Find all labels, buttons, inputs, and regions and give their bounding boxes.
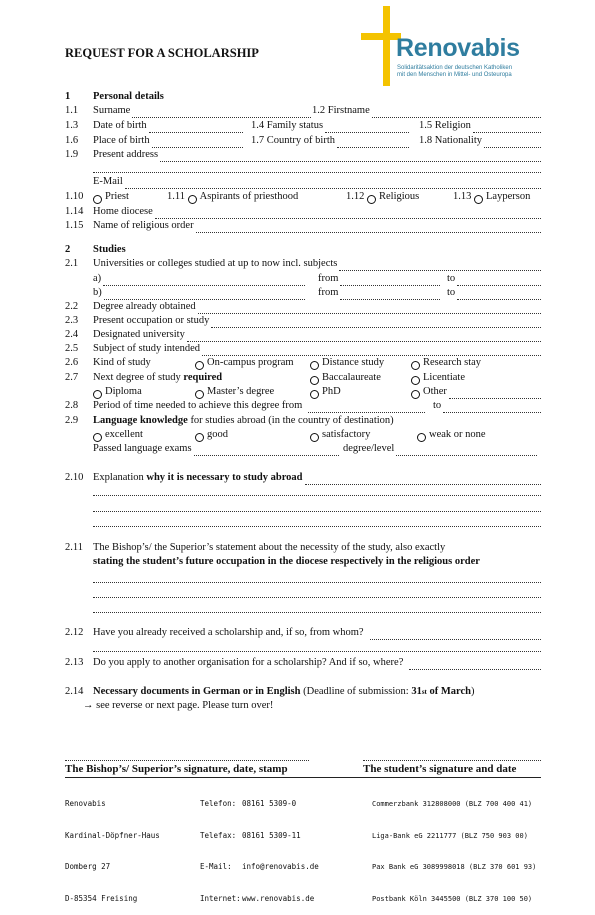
deadline-suffix: st — [421, 688, 427, 696]
item-number: 2.10 — [65, 472, 84, 483]
option-label: excellent — [105, 429, 143, 440]
field-label: Explanation — [93, 472, 147, 483]
bank-account: Liga-Bank eG 2211777 (BLZ 750 903 00) — [372, 831, 528, 840]
subject-field[interactable] — [93, 342, 541, 356]
footer-contact-values — [242, 778, 319, 915]
good-option[interactable] — [195, 428, 228, 442]
option-label: Priest — [105, 191, 129, 202]
cross-icon-bar — [361, 33, 401, 40]
field-label: Passed language exams — [93, 443, 192, 454]
research-stay-option[interactable] — [411, 356, 481, 370]
row-language — [65, 414, 541, 428]
language-label — [93, 414, 394, 428]
item-number: 1.14 — [65, 206, 84, 217]
renovabis-logo — [356, 6, 546, 86]
student-signature-line[interactable] — [363, 760, 541, 761]
option-label: Religious — [379, 191, 420, 202]
designated-university-field[interactable] — [93, 328, 541, 342]
address-field[interactable] — [93, 148, 541, 162]
row-subject — [65, 342, 541, 356]
item-number: 1.11 — [167, 191, 185, 202]
field-label-bold: Language knowledge — [93, 415, 188, 426]
row-university-b — [65, 286, 541, 300]
surname-field[interactable] — [93, 104, 311, 118]
radio-circle-icon[interactable] — [411, 390, 420, 399]
religious-order-field[interactable] — [93, 219, 541, 233]
page-title: REQUEST FOR A SCHOLARSHIP — [65, 46, 259, 60]
item-number: 2.4 — [65, 329, 79, 340]
row-kind-of-study — [65, 356, 541, 370]
row-language-level — [65, 428, 541, 442]
field-label: Designated university — [93, 329, 185, 340]
field-label: Present address — [93, 149, 159, 160]
firstname-field[interactable] — [312, 104, 541, 118]
row-degree-options — [65, 385, 541, 399]
field-label: (Deadline of submission: — [300, 686, 412, 697]
option-label: Licentiate — [423, 372, 465, 383]
radio-circle-icon[interactable] — [310, 361, 319, 370]
row-surname — [65, 104, 541, 118]
logo-name: Renovabis — [396, 34, 520, 62]
bishop-signature-line[interactable] — [65, 760, 309, 761]
footer-bank-accounts — [372, 778, 536, 915]
degree-level-field[interactable] — [343, 442, 537, 456]
aspirants-option[interactable] — [167, 190, 298, 204]
footer-address — [65, 778, 160, 915]
option-label: PhD — [322, 386, 341, 397]
explanation-line-3[interactable] — [93, 510, 541, 512]
radio-circle-icon[interactable] — [195, 361, 204, 370]
field-label: Name of religious order — [93, 220, 194, 231]
row-birth-date — [65, 119, 541, 133]
contact-website-link[interactable]: www.renovabis.de — [242, 893, 315, 903]
row-bishop-statement-2 — [65, 555, 541, 569]
field-label: b) — [93, 287, 102, 298]
field-label: from — [318, 287, 339, 298]
field-label: Next degree of study — [93, 372, 181, 383]
option-label: Other — [423, 386, 447, 397]
field-label: Present occupation or study — [93, 315, 210, 326]
radio-circle-icon[interactable] — [93, 433, 102, 442]
item-number: 2.12 — [65, 627, 84, 638]
layperson-option[interactable] — [453, 190, 530, 204]
row-received-scholarship — [65, 626, 541, 640]
radio-circle-icon[interactable] — [310, 390, 319, 399]
field-label-bold: required — [183, 372, 223, 383]
field-label: Date of birth — [93, 120, 147, 131]
field-label: 1.7 Country of birth — [251, 135, 335, 146]
country-of-birth-field[interactable] — [251, 134, 409, 148]
contact-label: Telefax: — [200, 830, 237, 840]
explanation-line-2[interactable] — [93, 494, 541, 496]
field-label: 1.5 Religion — [419, 120, 471, 131]
field-label: from — [318, 273, 339, 284]
row-turn-over — [65, 699, 541, 713]
bank-account: Pax Bank eG 3089998018 (BLZ 370 601 93) — [372, 863, 537, 871]
address-line: Renovabis — [65, 799, 106, 808]
field-label-bold: Necessary documents in German or in English — [93, 686, 301, 697]
field-label: Universities or colleges studied at up to now incl. subjects — [93, 258, 338, 269]
university-a-to-field[interactable] — [447, 272, 541, 286]
row-diocese — [65, 205, 541, 219]
item-number: 1.15 — [65, 220, 84, 231]
field-label: The Bishop’s/ the Superior’s statement about the necessity of the study, also exactly — [93, 542, 446, 553]
university-b-from-field[interactable] — [318, 286, 440, 300]
bank-account: Commerzbank 312808000 (BLZ 700 400 41) — [372, 800, 533, 808]
licentiate-option[interactable] — [411, 371, 465, 385]
field-label: Period of time needed to achieve this degree from — [93, 400, 303, 411]
field-label: Kind of study — [93, 357, 151, 368]
university-b-field[interactable] — [93, 286, 305, 300]
section-number: 2 — [65, 244, 71, 255]
row-university-a — [65, 272, 541, 286]
item-number: 1.6 — [65, 135, 79, 146]
nationality-field[interactable] — [419, 134, 541, 148]
item-number: 2.1 — [65, 258, 79, 269]
contact-value: 08161 5309-11 — [242, 830, 301, 840]
field-label: Subject of study intended — [93, 343, 201, 354]
occupation-field[interactable] — [93, 314, 541, 328]
radio-circle-icon[interactable] — [367, 195, 376, 204]
contact-value: 08161 5309-0 — [242, 799, 297, 808]
cross-icon — [383, 6, 390, 86]
religion-field[interactable] — [419, 119, 541, 133]
bishop-signature-label: The Bishop’s/ Superior’s signature, date, stamp — [65, 763, 288, 775]
address-line: Domberg 27 — [65, 862, 111, 871]
radio-circle-icon[interactable] — [411, 361, 420, 370]
logo-subtitle-line: Solidaritätsaktion der deutschen Katholiken — [397, 65, 513, 71]
row-period — [65, 399, 541, 413]
radio-circle-icon[interactable] — [417, 433, 426, 442]
field-label: Home diocese — [93, 206, 153, 217]
explanation-field[interactable] — [93, 471, 541, 485]
item-number: 2.2 — [65, 301, 79, 312]
received-scholarship-field[interactable] — [93, 626, 541, 640]
baccalaureate-option[interactable] — [310, 371, 381, 385]
field-label: for studies abroad (in the country of destination) — [187, 415, 394, 426]
masters-option[interactable] — [195, 385, 274, 399]
row-designated-university — [65, 328, 541, 342]
option-label: Research stay — [423, 357, 482, 368]
field-label: Do you apply to another organisation for a scholarship? And if so, where? — [93, 657, 404, 668]
footer-contact-labels — [200, 778, 241, 915]
phd-option[interactable] — [310, 385, 341, 399]
radio-circle-icon[interactable] — [188, 195, 197, 204]
item-number: 1.12 — [346, 191, 365, 202]
contact-label: Internet: — [200, 893, 241, 903]
row-another-organisation — [65, 656, 541, 670]
section-number: 1 — [65, 91, 71, 102]
option-label: Diploma — [105, 386, 142, 397]
priest-option[interactable] — [93, 190, 129, 204]
radio-circle-icon[interactable] — [310, 433, 319, 442]
field-label: Surname — [93, 105, 131, 116]
on-campus-option[interactable] — [195, 356, 294, 370]
radio-circle-icon[interactable] — [474, 195, 483, 204]
item-number: 2.9 — [65, 415, 79, 426]
option-label: Distance study — [322, 357, 385, 368]
place-of-birth-field[interactable] — [93, 134, 243, 148]
row-explanation — [65, 471, 541, 485]
radio-circle-icon[interactable] — [195, 433, 204, 442]
section-title: Personal details — [93, 91, 164, 102]
radio-circle-icon[interactable] — [93, 390, 102, 399]
field-label: Place of birth — [93, 135, 150, 146]
field-label: to — [447, 273, 456, 284]
university-b-to-field[interactable] — [447, 286, 541, 300]
radio-circle-icon[interactable] — [93, 195, 102, 204]
option-label: good — [207, 429, 228, 440]
row-degree — [65, 300, 541, 314]
received-scholarship-line-2[interactable] — [93, 650, 541, 652]
row-next-degree — [65, 371, 541, 385]
university-a-from-field[interactable] — [318, 272, 440, 286]
contact-email-link[interactable]: info@renovabis.de — [242, 862, 319, 871]
degree-obtained-field[interactable] — [93, 300, 541, 314]
field-label: to — [433, 400, 442, 411]
logo-subtitle — [397, 65, 512, 79]
item-number: 2.14 — [65, 686, 84, 697]
section-1-heading — [65, 90, 541, 104]
university-a-field[interactable] — [93, 272, 305, 286]
option-label: Master’s degree — [207, 386, 275, 397]
date-of-birth-field[interactable] — [93, 119, 243, 133]
field-label: ) — [471, 686, 475, 697]
radio-circle-icon[interactable] — [310, 376, 319, 385]
field-label: Have you already received a scholarship and, if so, from whom? — [93, 627, 364, 638]
bishop-statement-line-1[interactable] — [93, 581, 541, 583]
row-occupation — [65, 314, 541, 328]
section-title: Studies — [93, 244, 126, 255]
option-label: satisfactory — [322, 429, 371, 440]
explanation-line-4[interactable] — [93, 525, 541, 527]
row-email — [65, 175, 541, 189]
field-label: Degree already obtained — [93, 301, 196, 312]
field-label: a) — [93, 273, 102, 284]
item-number: 2.7 — [65, 372, 79, 383]
bank-account: Postbank Köln 3445500 (BLZ 370 100 50) — [372, 894, 533, 903]
row-universities — [65, 257, 541, 271]
radio-circle-icon[interactable] — [411, 376, 420, 385]
weak-option[interactable] — [417, 428, 486, 442]
row-bishop-statement — [65, 541, 541, 555]
satisfactory-option[interactable] — [310, 428, 370, 442]
excellent-option[interactable] — [93, 428, 143, 442]
universities-field[interactable] — [93, 257, 541, 271]
option-label: Layperson — [486, 191, 531, 202]
address-line: D-85354 Freising — [65, 893, 138, 903]
item-number: 2.13 — [65, 657, 84, 668]
field-label-bold: stating the student’s future occupation in the diocese respectively in the religious order — [93, 556, 480, 567]
row-birth-place — [65, 134, 541, 148]
home-diocese-field[interactable] — [93, 205, 541, 219]
deadline-day: 31 — [411, 686, 422, 697]
item-number: 1.13 — [453, 191, 472, 202]
option-label: Aspirants of priesthood — [199, 191, 299, 202]
option-label: Baccalaureate — [322, 372, 381, 383]
language-exams-field[interactable] — [93, 442, 339, 456]
row-address — [65, 148, 541, 162]
option-label: On-campus program — [207, 357, 294, 368]
radio-circle-icon[interactable] — [195, 390, 204, 399]
row-order — [65, 219, 541, 233]
address-line: Kardinal-Döpfner-Haus — [65, 830, 160, 840]
turn-over-note: → see reverse or next page. Please turn over! — [83, 700, 274, 711]
field-label: to — [447, 287, 456, 298]
logo-subtitle-line: mit den Menschen in Mittel- und Osteuropa — [397, 71, 512, 78]
row-status — [65, 190, 545, 204]
period-from-field[interactable] — [93, 399, 425, 413]
address-line-2[interactable] — [93, 171, 541, 173]
another-organisation-field[interactable] — [93, 656, 541, 670]
bishop-statement-line-2[interactable] — [93, 596, 541, 598]
field-label: E-Mail — [93, 176, 123, 187]
family-status-field[interactable] — [251, 119, 409, 133]
section-2-heading — [65, 243, 541, 257]
field-label-bold: why it is necessary to study abroad — [146, 472, 303, 483]
contact-label: E-Mail: — [200, 862, 232, 871]
student-signature-label: The student’s signature and date — [363, 763, 517, 775]
option-label: weak or none — [429, 429, 486, 440]
bishop-statement-line-3[interactable] — [93, 611, 541, 613]
diploma-option[interactable] — [93, 385, 142, 399]
other-option[interactable] — [411, 385, 541, 399]
next-degree-label — [93, 371, 222, 385]
period-to-field[interactable] — [433, 399, 541, 413]
item-number: 1.1 — [65, 105, 79, 116]
field-label: 1.8 Nationality — [419, 135, 482, 146]
item-number: 1.10 — [65, 191, 84, 202]
field-label: degree/level — [343, 443, 395, 454]
row-language-exams — [65, 442, 541, 456]
distance-study-option[interactable] — [310, 356, 384, 370]
contact-label: Telefon: — [200, 799, 237, 808]
documents-label — [93, 685, 475, 699]
deadline-month: of March — [426, 686, 472, 697]
item-number: 2.8 — [65, 400, 79, 411]
item-number: 1.9 — [65, 149, 79, 160]
item-number: 2.6 — [65, 357, 79, 368]
email-field[interactable] — [93, 175, 541, 189]
item-number: 1.3 — [65, 120, 79, 131]
item-number: 2.11 — [65, 542, 83, 553]
row-necessary-documents — [65, 685, 541, 699]
field-label: 1.4 Family status — [251, 120, 324, 131]
field-label: 1.2 Firstname — [312, 105, 370, 116]
religious-option[interactable] — [346, 190, 419, 204]
item-number: 2.3 — [65, 315, 79, 326]
item-number: 2.5 — [65, 343, 79, 354]
